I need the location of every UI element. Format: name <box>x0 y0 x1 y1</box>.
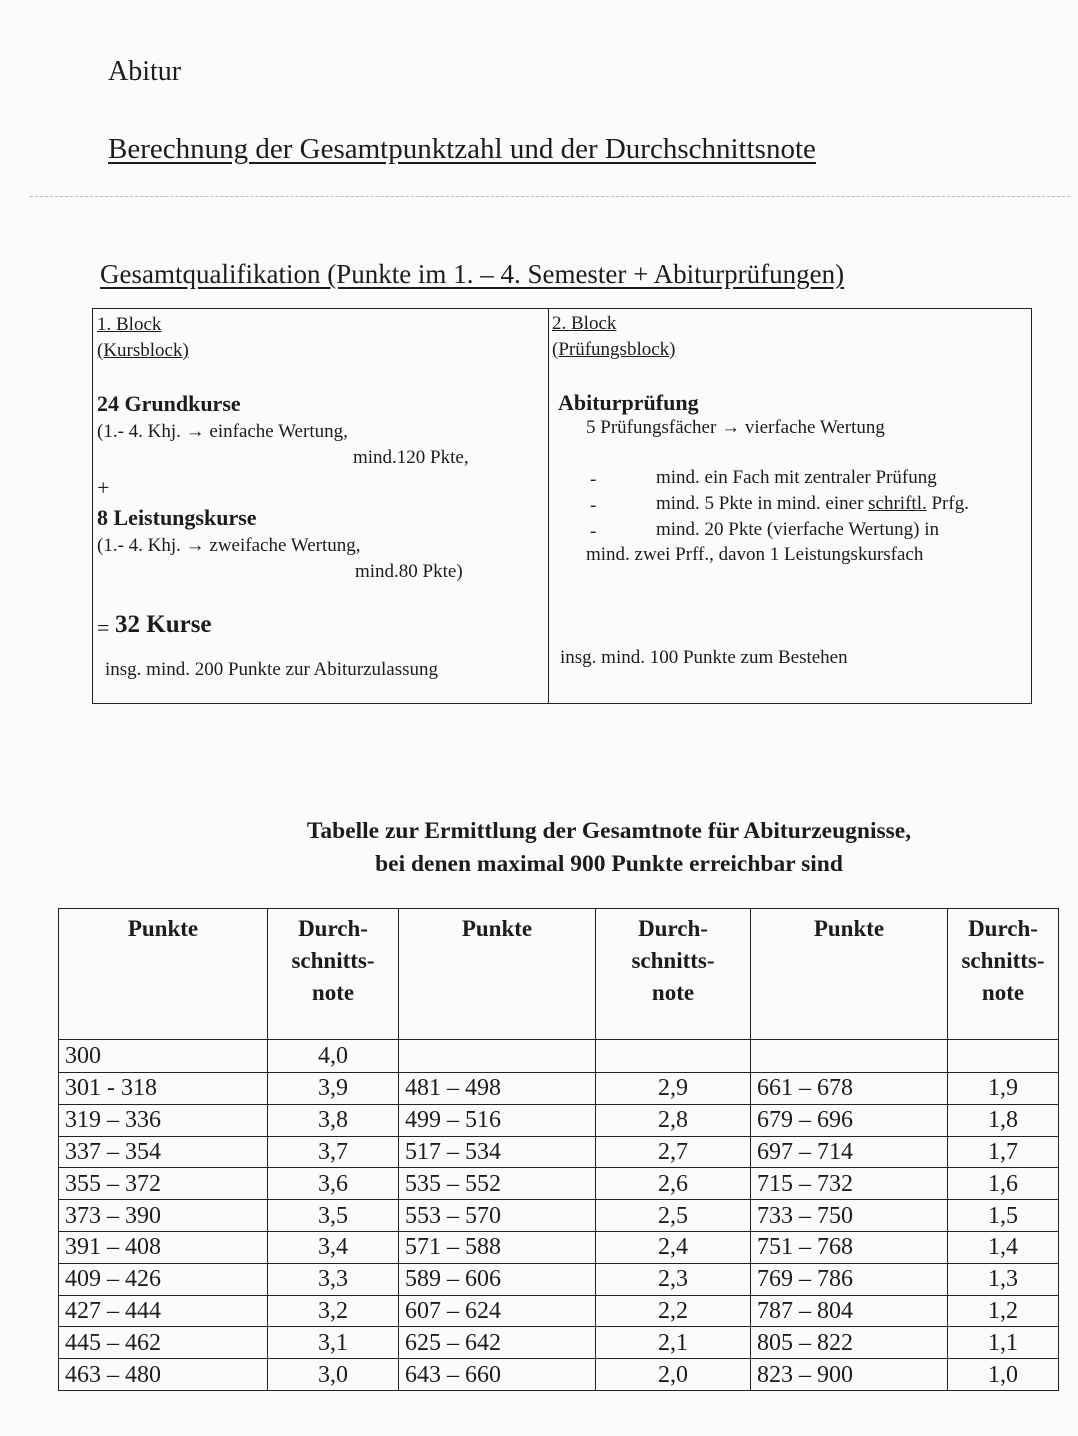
points-cell: 373 – 390 <box>59 1200 268 1232</box>
table-row <box>59 1359 1059 1391</box>
points-cell: 787 – 804 <box>751 1295 948 1327</box>
grundkurse-min: mind.120 Pkte, <box>353 447 469 468</box>
column-header: Durch- schnitts- note <box>268 909 399 1040</box>
points-cell: 337 – 354 <box>59 1136 268 1168</box>
grade-cell: 3,3 <box>268 1263 399 1295</box>
grade-cell: 3,0 <box>268 1359 399 1391</box>
bullet-dash: - <box>590 469 597 490</box>
grade-cell: 1,7 <box>948 1136 1059 1168</box>
points-cell: 427 – 444 <box>59 1295 268 1327</box>
points-cell: 319 – 336 <box>59 1104 268 1136</box>
points-cell: 715 – 732 <box>751 1168 948 1200</box>
points-cell: 589 – 606 <box>399 1263 596 1295</box>
grade-cell: 1,5 <box>948 1200 1059 1232</box>
column-header: Punkte <box>751 909 948 1040</box>
grade-cell: 3,6 <box>268 1168 399 1200</box>
block-1-sublabel: (Kursblock) <box>97 340 189 361</box>
table-title-line-1: Tabelle zur Ermittlung der Gesamtnote für Abiturzeugnisse, <box>306 818 912 844</box>
grade-cell: 4,0 <box>268 1040 399 1073</box>
block-2 <box>550 309 1030 703</box>
grade-cell: 2,5 <box>596 1200 751 1232</box>
leistungskurse-min: mind.80 Pkte) <box>355 561 463 582</box>
points-cell: 481 – 498 <box>399 1073 596 1105</box>
column-header: Durch- schnitts- note <box>948 909 1059 1040</box>
points-cell: 517 – 534 <box>399 1136 596 1168</box>
points-cell: 300 <box>59 1040 268 1073</box>
grundkurse-title: 24 Grundkurse <box>97 391 241 416</box>
grade-cell: 3,1 <box>268 1327 399 1359</box>
grade-cell <box>596 1040 751 1073</box>
grade-cell: 2,1 <box>596 1327 751 1359</box>
grade-cell: 3,2 <box>268 1295 399 1327</box>
grade-cell: 1,9 <box>948 1073 1059 1105</box>
table-row <box>59 1263 1059 1295</box>
table-row <box>59 1040 1059 1073</box>
points-cell: 769 – 786 <box>751 1263 948 1295</box>
block-2-footer: insg. mind. 100 Punkte zum Bestehen <box>560 647 848 668</box>
exam-title: Abiturprüfung <box>558 390 699 415</box>
block-1-label: 1. Block <box>97 314 162 335</box>
exam-desc: 5 Prüfungsfächer → vierfache Wertung <box>586 417 885 438</box>
grade-cell: 1,0 <box>948 1359 1059 1391</box>
points-cell: 697 – 714 <box>751 1136 948 1168</box>
points-cell: 553 – 570 <box>399 1200 596 1232</box>
block-divider <box>548 309 549 703</box>
table-row <box>59 1295 1059 1327</box>
exam-condition-2: mind. 5 Pkte in mind. einer schriftl. Prfg. <box>656 493 969 514</box>
grundkurse-desc: (1.- 4. Khj. → einfache Wertung, <box>97 421 348 442</box>
grade-cell: 1,1 <box>948 1327 1059 1359</box>
document-label: Abitur <box>108 56 182 87</box>
grade-cell: 3,8 <box>268 1104 399 1136</box>
bullet-dash: - <box>590 495 597 516</box>
grade-cell: 3,7 <box>268 1136 399 1168</box>
points-cell: 625 – 642 <box>399 1327 596 1359</box>
leistungskurse-title: 8 Leistungskurse <box>97 505 257 530</box>
block-2-sublabel: (Prüfungsblock) <box>552 339 676 360</box>
grade-table <box>58 908 1059 1391</box>
points-cell: 463 – 480 <box>59 1359 268 1391</box>
exam-condition-3: mind. 20 Pkte (vierfache Wertung) in <box>656 519 940 540</box>
table-title <box>0 815 1078 881</box>
table-title-line-2: bei denen maximal 900 Punkte erreichbar sind <box>375 851 843 877</box>
table-header-row <box>59 909 1059 1040</box>
exam-condition-1: mind. ein Fach mit zentraler Prüfung <box>656 467 937 488</box>
total-courses: 32 Kurse <box>115 611 212 638</box>
block-1-footer: insg. mind. 200 Punkte zur Abiturzulassung <box>105 659 439 680</box>
table-row <box>59 1073 1059 1105</box>
total-prefix: = <box>97 615 110 640</box>
grade-cell: 3,5 <box>268 1200 399 1232</box>
points-cell: 355 – 372 <box>59 1168 268 1200</box>
grade-cell: 2,3 <box>596 1263 751 1295</box>
points-cell: 535 – 552 <box>399 1168 596 1200</box>
grade-cell: 2,7 <box>596 1136 751 1168</box>
table-row <box>59 1200 1059 1232</box>
points-cell: 445 – 462 <box>59 1327 268 1359</box>
table-row <box>59 1104 1059 1136</box>
grade-cell: 2,8 <box>596 1104 751 1136</box>
grade-cell: 3,9 <box>268 1073 399 1105</box>
points-cell: 301 - 318 <box>59 1073 268 1105</box>
table-row <box>59 1136 1059 1168</box>
points-cell: 499 – 516 <box>399 1104 596 1136</box>
divider <box>30 196 1070 197</box>
points-cell: 571 – 588 <box>399 1231 596 1263</box>
points-cell: 823 – 900 <box>751 1359 948 1391</box>
bullet-dash: - <box>590 521 597 542</box>
points-cell: 661 – 678 <box>751 1073 948 1105</box>
grade-cell: 3,4 <box>268 1231 399 1263</box>
grade-cell: 1,4 <box>948 1231 1059 1263</box>
points-cell: 679 – 696 <box>751 1104 948 1136</box>
grade-cell: 1,2 <box>948 1295 1059 1327</box>
page-title: Berechnung der Gesamtpunktzahl und der Durchschnittsnote <box>108 133 816 165</box>
section-heading: Gesamtqualifikation (Punkte im 1. – 4. Semester + Abiturprüfungen) <box>100 259 845 289</box>
grade-cell: 1,3 <box>948 1263 1059 1295</box>
grade-cell: 2,6 <box>596 1168 751 1200</box>
points-cell <box>751 1040 948 1073</box>
column-header: Punkte <box>59 909 268 1040</box>
grade-cell <box>948 1040 1059 1073</box>
exam-condition-3-cont: mind. zwei Prff., davon 1 Leistungskursfach <box>586 544 924 565</box>
qualification-blocks <box>92 308 1032 704</box>
column-header: Punkte <box>399 909 596 1040</box>
points-cell: 805 – 822 <box>751 1327 948 1359</box>
points-cell: 733 – 750 <box>751 1200 948 1232</box>
points-cell <box>399 1040 596 1073</box>
points-cell: 409 – 426 <box>59 1263 268 1295</box>
plus-sign: + <box>97 475 110 500</box>
table-row <box>59 1327 1059 1359</box>
block-2-label: 2. Block <box>552 313 617 334</box>
grade-cell: 2,0 <box>596 1359 751 1391</box>
table-row <box>59 1231 1059 1263</box>
grade-cell: 2,4 <box>596 1231 751 1263</box>
table-row <box>59 1168 1059 1200</box>
grade-cell: 1,8 <box>948 1104 1059 1136</box>
points-cell: 391 – 408 <box>59 1231 268 1263</box>
leistungskurse-desc: (1.- 4. Khj. → zweifache Wertung, <box>97 535 361 556</box>
points-cell: 643 – 660 <box>399 1359 596 1391</box>
grade-cell: 1,6 <box>948 1168 1059 1200</box>
column-header: Durch- schnitts- note <box>596 909 751 1040</box>
points-cell: 751 – 768 <box>751 1231 948 1263</box>
points-cell: 607 – 624 <box>399 1295 596 1327</box>
grade-cell: 2,2 <box>596 1295 751 1327</box>
grade-cell: 2,9 <box>596 1073 751 1105</box>
block-1 <box>93 309 548 703</box>
